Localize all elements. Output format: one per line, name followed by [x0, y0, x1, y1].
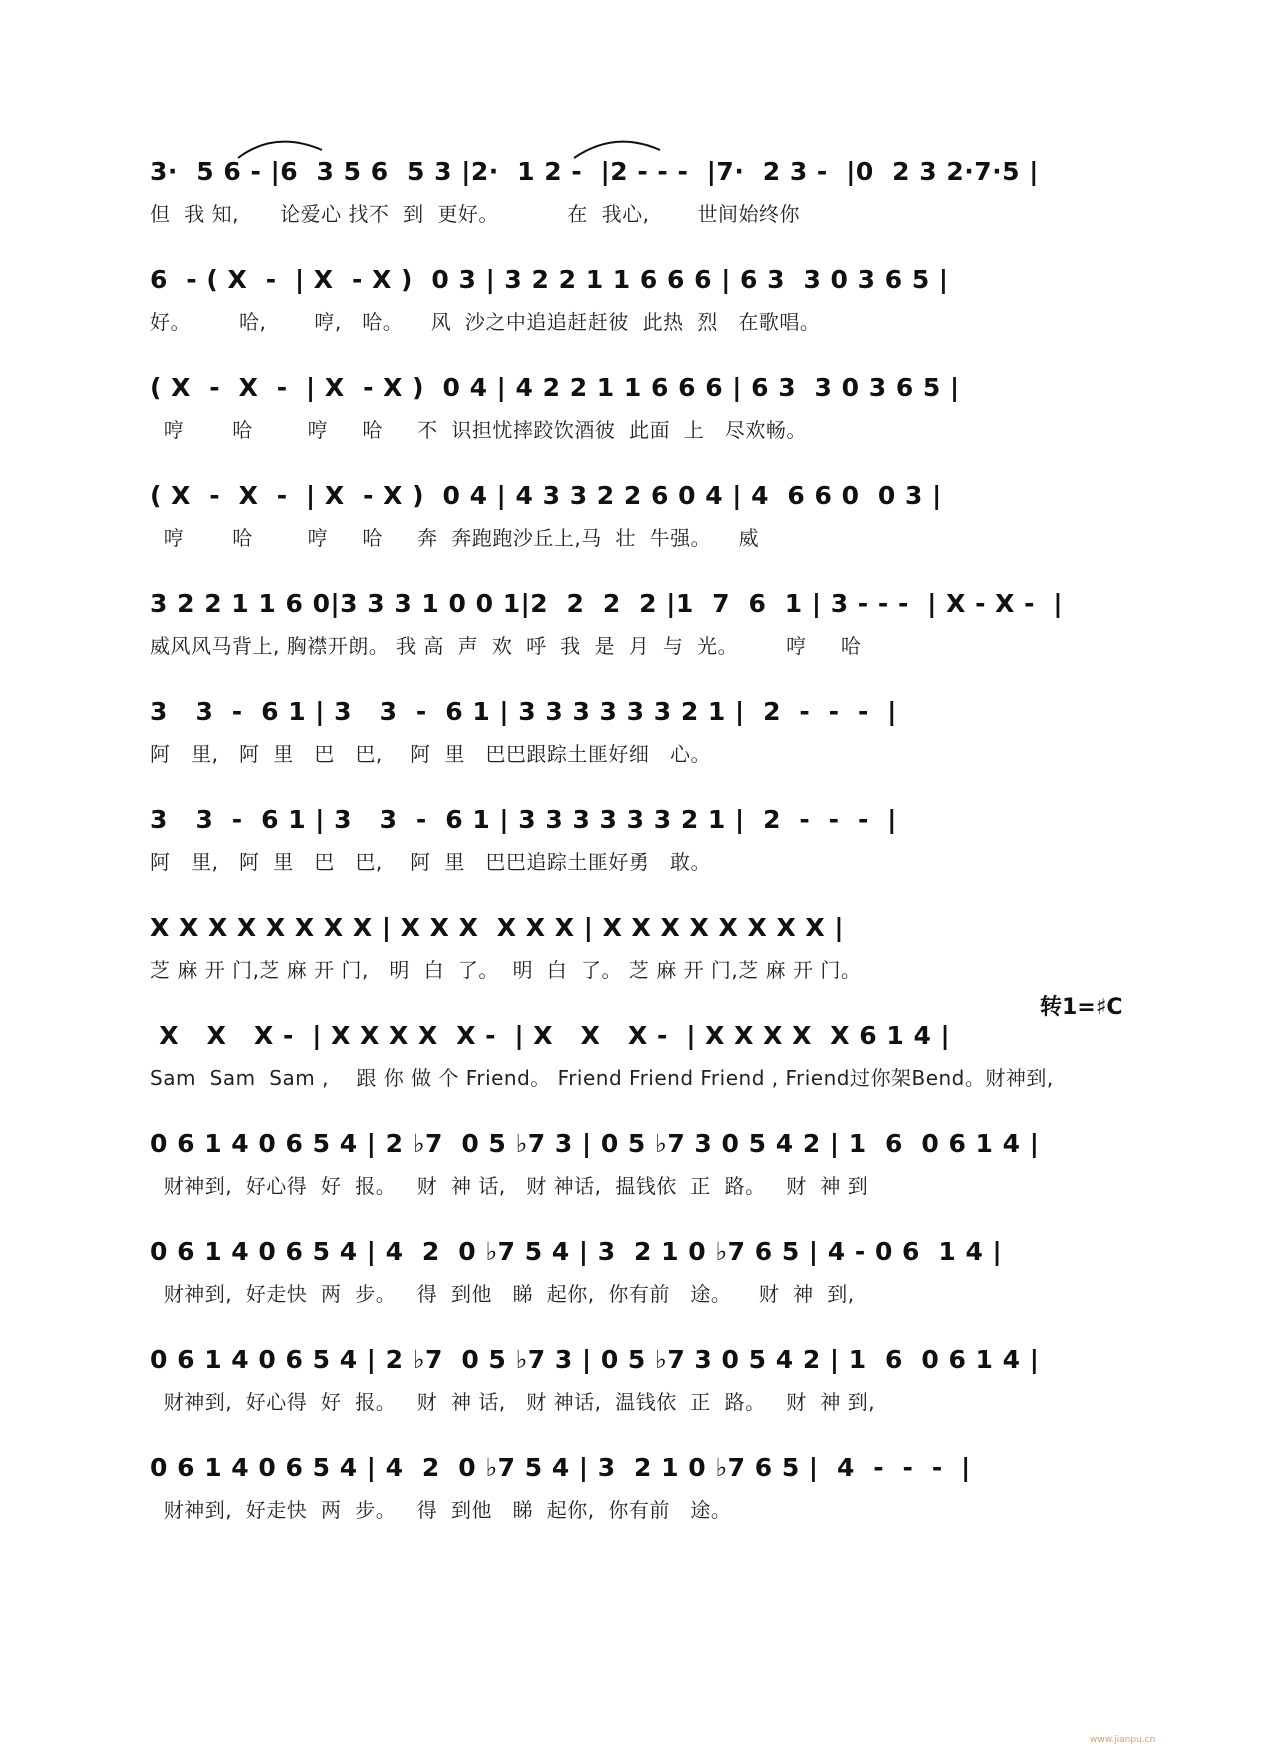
lyric-line: 威风风马背上, 胸襟开朗。 我 高 声 欢 呼 我 是 月 与 光。 哼 哈: [150, 634, 862, 658]
score-system-3: [150, 368, 1130, 458]
lyric-line: 财神到, 好心得 好 报。 财 神 话, 财 神话, 揾钱依 正 路。 财 神 到: [150, 1174, 869, 1198]
score-system-8: [150, 908, 1130, 998]
lyric-line: 哼 哈 哼 哈 不 识担忧摔跤饮酒彼 此面 上 尽欢畅。: [150, 418, 807, 442]
note-line: 0 6 1 4 0 6 5 4 | 4 2 0 ♭7 5 4 | 3 2 1 0 ♭7 6 5 | 4 - 0 6 1 4 |: [150, 1237, 1003, 1266]
lyric-line: 但 我 知, 论爱心 找不 到 更好。 在 我心, 世间始终你: [150, 202, 801, 226]
note-line: ( X - X - | X - X ) 0 4 | 4 2 2 1 1 6 6 6 | 6 3 3 0 3 6 5 |: [150, 373, 960, 402]
score-system-10: [150, 1124, 1130, 1214]
score-system-9: [150, 1016, 1130, 1106]
lyric-line: 财神到, 好心得 好 报。 财 神 话, 财 神话, 温钱依 正 路。 财 神 到,: [150, 1390, 876, 1414]
lyric-line: 阿 里, 阿 里 巴 巴, 阿 里 巴巴跟踪土匪好细 心。: [150, 742, 712, 766]
note-line: X X X - | X X X X X - | X X X - | X X X X X 6 1 4 |: [150, 1021, 951, 1050]
note-line: 3 2 2 1 1 6 0|3 3 3 1 0 0 1|2 2 2 2 |1 7 6 1 | 3 - - - | X - X - |: [150, 589, 1064, 618]
note-line: 0 6 1 4 0 6 5 4 | 4 2 0 ♭7 5 4 | 3 2 1 0 ♭7 6 5 | 4 - - - |: [150, 1453, 971, 1482]
lyric-line: 阿 里, 阿 里 巴 巴, 阿 里 巴巴追踪土匪好勇 敢。: [150, 850, 712, 874]
note-line: 0 6 1 4 0 6 5 4 | 2 ♭7 0 5 ♭7 3 | 0 5 ♭7 3 0 5 4 2 | 1 6 0 6 1 4 |: [150, 1129, 1040, 1158]
score-system-4: [150, 476, 1130, 566]
note-line: 3 3 - 6 1 | 3 3 - 6 1 | 3 3 3 3 3 3 2 1 | 2 - - - |: [150, 805, 897, 834]
lyric-line: 哼 哈 哼 哈 奔 奔跑跑沙丘上,马 壮 牛强。 威: [150, 526, 760, 550]
note-line: 3· 5 6 - |6 3 5 6 5 3 |2· 1 2 - |2 - - - |7· 2 3 - |0 2 3 2·7·5 |: [150, 157, 1039, 186]
score-system-12: [150, 1340, 1130, 1430]
lyric-line: Sam Sam Sam , 跟 你 做 个 Friend。 Friend Friend Friend , Friend过你架Bend。财神到,: [150, 1066, 1054, 1090]
score-system-5: [150, 584, 1130, 674]
footer-watermark: www.jianpu.cn: [1090, 1735, 1156, 1745]
note-line: ( X - X - | X - X ) 0 4 | 4 3 3 2 2 6 0 4 | 4 6 6 0 0 3 |: [150, 481, 942, 510]
note-line: 3 3 - 6 1 | 3 3 - 6 1 | 3 3 3 3 3 3 2 1 | 2 - - - |: [150, 697, 897, 726]
key-change-label: 转1=♯C: [1040, 995, 1123, 1020]
lyric-line: 财神到, 好走快 两 步。 得 到他 睇 起你, 你有前 途。: [150, 1498, 732, 1522]
score-system-1: [150, 152, 1130, 242]
lyric-line: 好。 哈, 哼, 哈。 风 沙之中追追赶赶彼 此热 烈 在歌唱。: [150, 310, 821, 334]
score-system-6: [150, 692, 1130, 782]
score-system-2: [150, 260, 1130, 350]
score-system-13: [150, 1448, 1130, 1538]
score-system-7: [150, 800, 1130, 890]
lyric-line: 财神到, 好走快 两 步。 得 到他 睇 起你, 你有前 途。 财 神 到,: [150, 1282, 855, 1306]
note-line: X X X X X X X X | X X X X X X | X X X X X X X X |: [150, 913, 845, 942]
note-line: 6 - ( X - | X - X ) 0 3 | 3 2 2 1 1 6 6 6 | 6 3 3 0 3 6 5 |: [150, 265, 949, 294]
lyric-line: 芝 麻 开 门,芝 麻 开 门, 明 白 了。 明 白 了。 芝 麻 开 门,芝 麻 开 门。: [150, 958, 862, 982]
score-system-11: [150, 1232, 1130, 1322]
note-line: 0 6 1 4 0 6 5 4 | 2 ♭7 0 5 ♭7 3 | 0 5 ♭7 3 0 5 4 2 | 1 6 0 6 1 4 |: [150, 1345, 1040, 1374]
